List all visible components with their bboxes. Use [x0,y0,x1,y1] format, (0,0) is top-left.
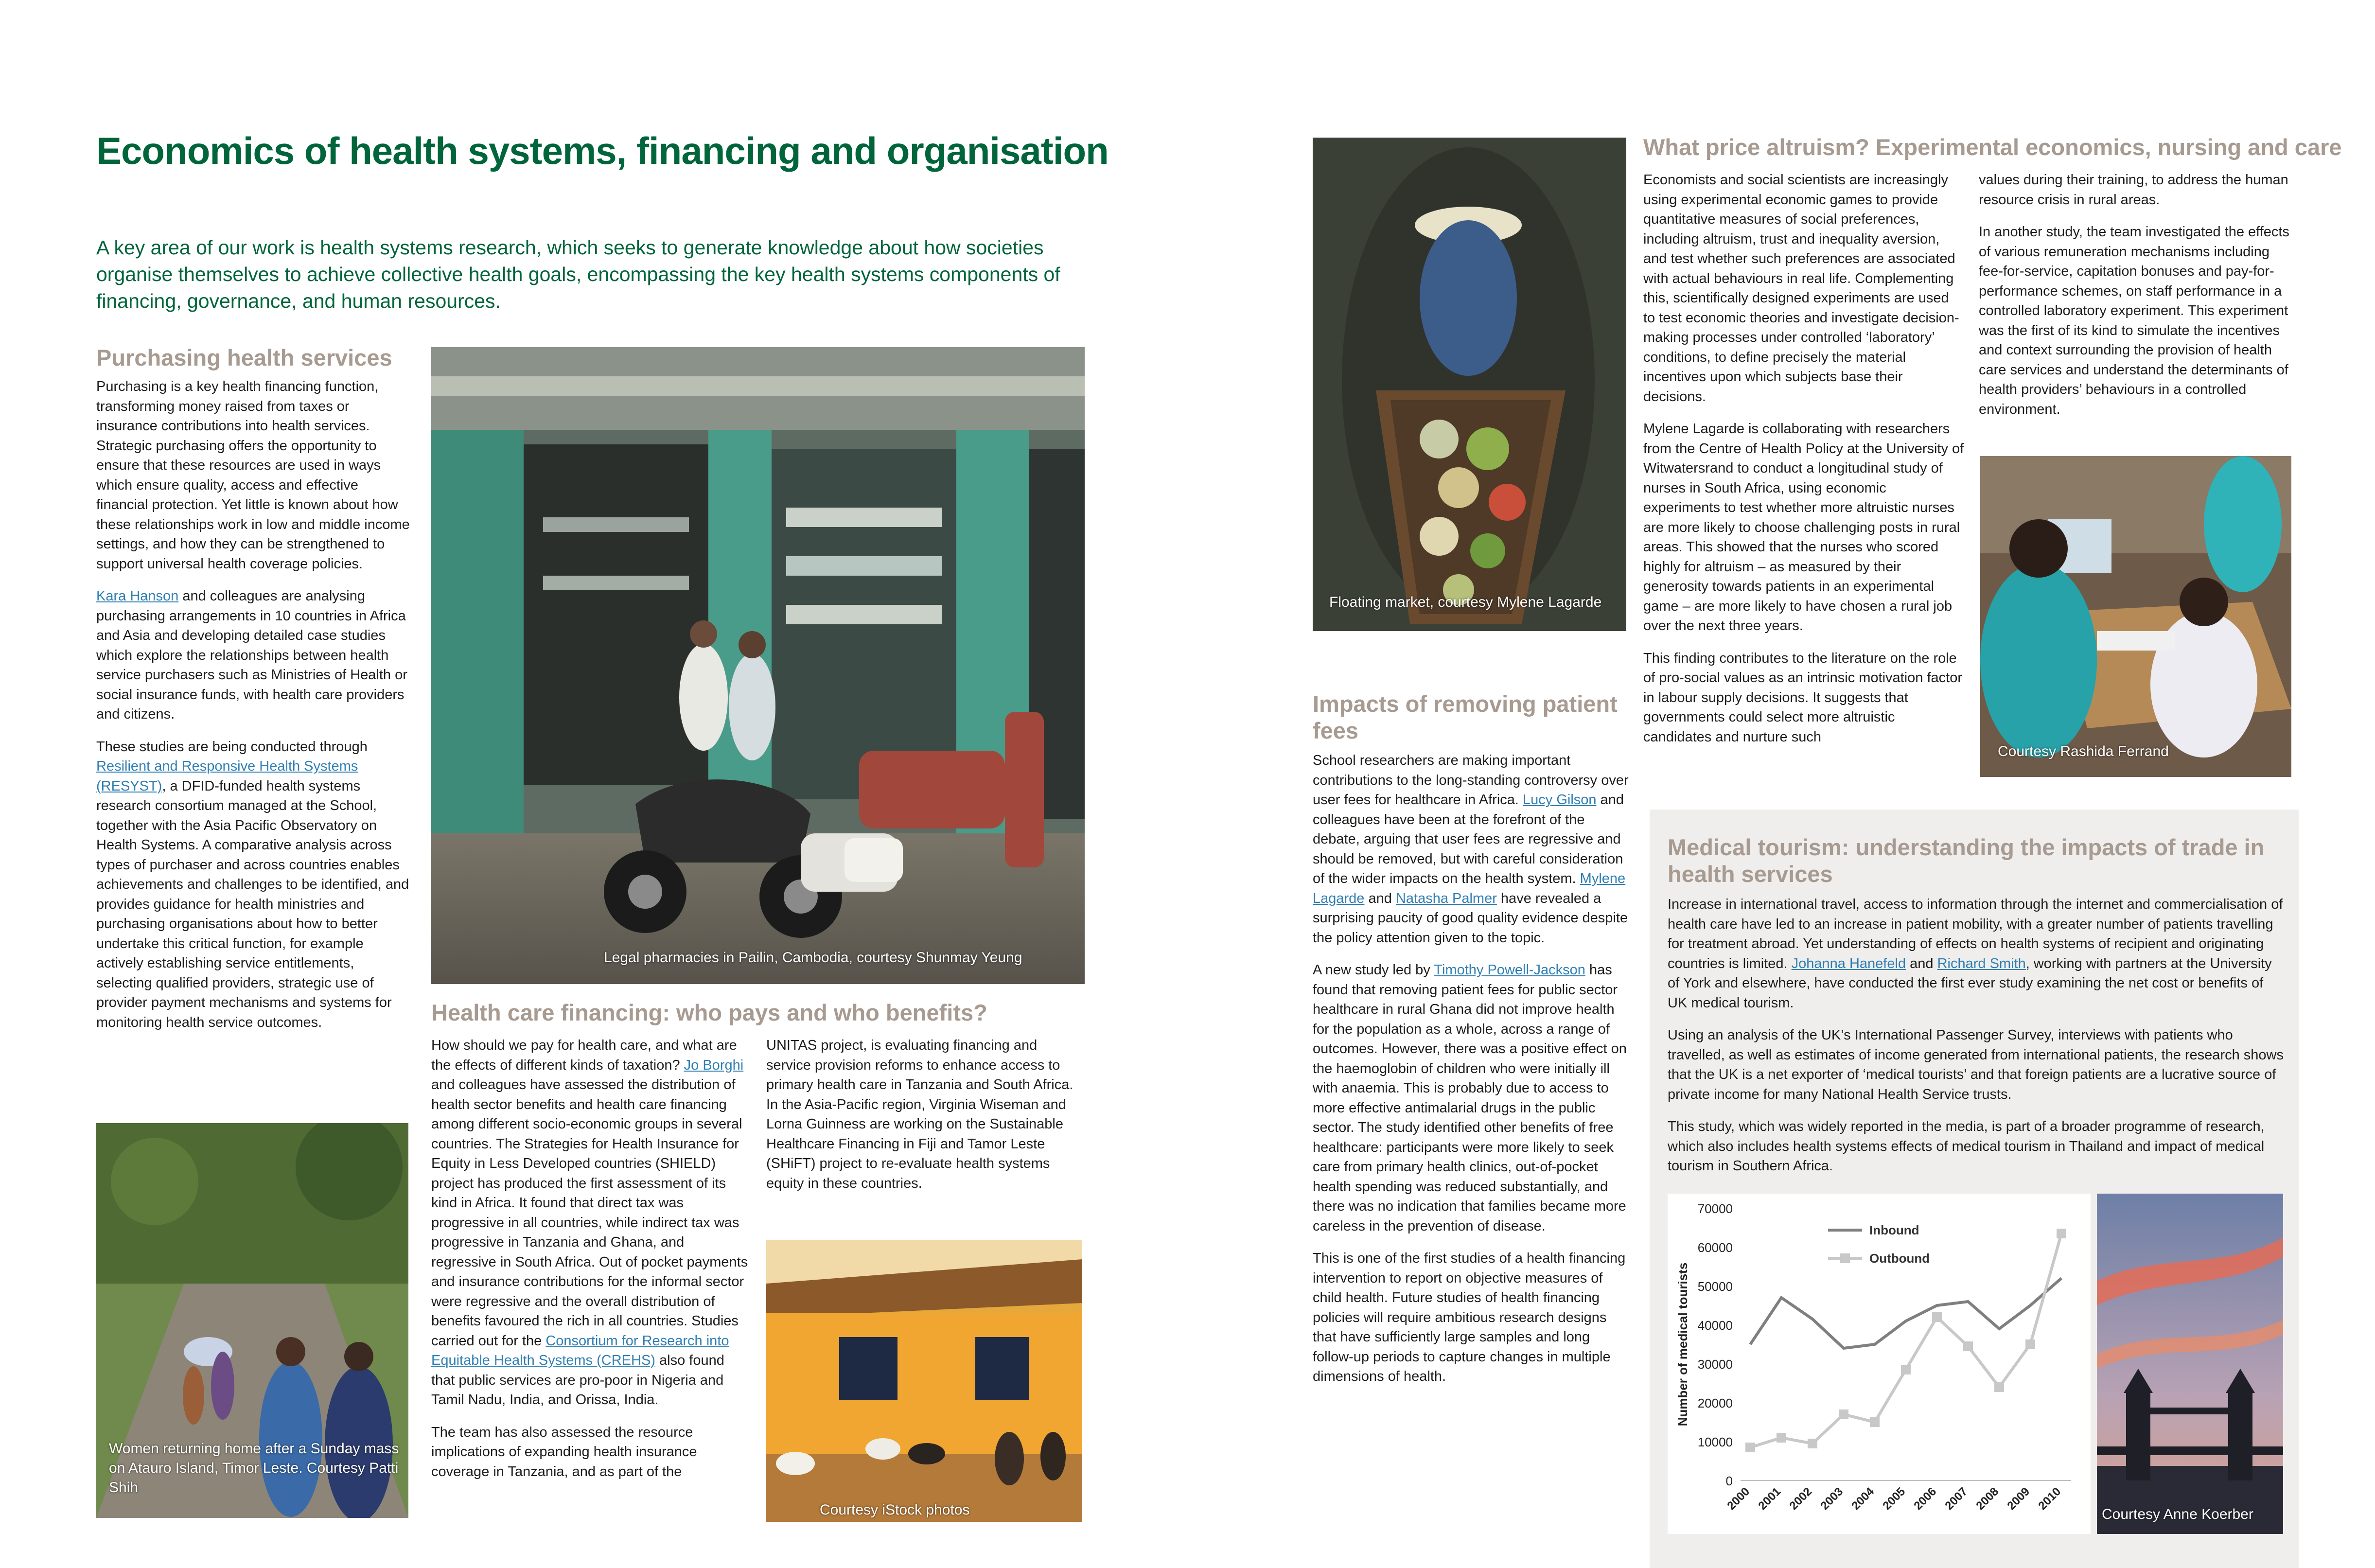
link-jo-borghi[interactable]: Jo Borghi [684,1057,744,1073]
y-tick-label: 60000 [1697,1240,1733,1255]
series-line-inbound [1750,1278,2061,1348]
legend-label: Outbound [1869,1251,1930,1266]
x-tick-label: 2005 [1880,1485,1908,1513]
caption-market: Floating market, courtesy Mylene Lagarde [1329,594,1602,610]
link-johanna-hanefeld[interactable]: Johanna Hanefeld [1791,955,1906,971]
series-line-outbound [1750,1233,2061,1447]
data-point-outbound [1808,1439,1817,1448]
y-tick-label: 50000 [1697,1279,1733,1294]
altruism-paragraph-5: In another study, the team investigated the effects of various remuneration mechanisms including fee-for-service, capitation bonuses and pay-for-performance schemes, on staff performance in a controlled laboratory experiment. This experiment was the first of its kind to simulate the incentives and context surrounding the provision of health care services and understand the determinants of health providers’ behaviours in a controlled environment. [1979,224,2289,417]
y-tick-label: 20000 [1697,1396,1733,1410]
caption-women: Women returning home after a Sunday mass on Atauro Island, Timor Leste. Courtesy Patti Shih [109,1441,399,1496]
link-natasha-palmer[interactable]: Natasha Palmer [1395,890,1497,906]
altruism-paragraph-3: This finding contributes to the literature on the role of pro-social values as an intrinsic motivation factor in labour supply decisions. It suggests that governments could select more altruistic candidates and nurture such [1643,650,1963,745]
financing-paragraph-3: UNITAS project, is evaluating financing and service provision reforms to enhance access to primary health care in Tanzania and South Africa. In the Asia-Pacific region, Virginia Wiseman and Lorna Guinness are working on the Sustainable Healthcare Financing in Fiji and Tamor Leste (SHiFT) project to re-evaluate health systems equity in these countries. [766,1038,1073,1191]
data-point-outbound [1901,1365,1911,1374]
y-tick-label: 10000 [1697,1435,1733,1449]
photo-house [766,1240,1082,1522]
pharmacy-illustration [431,347,1085,984]
fees-paragraph-3: This is one of the first studies of a health financing intervention to report on objective measures of child health. Future studies of health financing policies will require ambitious research designs that have sufficiently large samples and long follow-up periods to capture changes in multiple dimensions of health. [1313,1251,1626,1384]
data-point-outbound [2025,1339,2035,1349]
fees-paragraph-1: School researchers are making important contributions to the long-standing controversy over user fees for healthcare in Africa. Lucy Gilson and colleagues have been at the forefront of the debate, arguing that user fees are regressive and should be removed, but with careful consideration of the wider impacts on the health system. Mylene Lagarde and Natasha Palmer have revealed a surprising paucity of good quality evidence despite the policy attention given to the topic. [1313,753,1629,946]
data-point-outbound [1745,1443,1755,1452]
purchasing-body [96,377,412,1045]
link-timothy-powell-jackson[interactable]: Timothy Powell-Jackson [1434,962,1585,978]
fees-paragraph-2: A new study led by Timothy Powell-Jackson has found that removing patient fees for public sector healthcare in rural Ghana did not improve health for the population as a whole, across a range of outcomes. However, there was a positive effect on the haemoglobin of children who were initially ill with anaemia. This is probably due to access to more effective antimalarial drugs in the public sector. The study identified other benefits of free healthcare: participants were more likely to seek care from primary health clinics, out-of-pocket health spending was reduced substantially, and there was no indication that families became more careless in the prevention of disease. [1313,962,1627,1234]
altruism-paragraph-4: values during their training, to address the human resource crisis in rural areas. [1979,172,2288,208]
y-tick-label: 30000 [1697,1357,1733,1372]
house-illustration [766,1240,1082,1522]
financing-paragraph-1: How should we pay for health care, and what are the effects of different kinds of taxation? Jo Borghi and colleagues have assessed the distribution of health sector benefits and health care financing among different socio-economic groups in several countries. The Strategies for Health Insurance for Equity in Less Developed countries (SHIELD) project has produced the first assessment of its kind in Africa. It found that direct tax was progressive in all countries, while indirect tax was progressive in Tanzania and Ghana, and regressive in South Africa. Out of pocket payments and insurance contributions for the informal sector were regressive and the overall distribution of benefits favoured the rich in all countries. Studies carried out for the Consortium for Research into Equitable Health Systems (CREHS) also found that public services are pro-poor in Nigeria and Tamil Nadu, India, and Orissa, India. [431,1038,748,1408]
photo-pharmacy [431,347,1085,984]
altruism-paragraph-1: Economists and social scientists are increasingly using experimental economic games to provide quantitative measures of social preferences, including altruism, trust and inequality aversion, and test whether such preferences are associated with actual behaviours in real life. Complementing this, scientifically designed experiments are used to test economic theories and investigate decision-making processes under controlled ‘laboratory’ conditions, to define precisely the material incentives upon which subjects base their decisions. [1643,172,1959,405]
x-tick-label: 2001 [1756,1485,1784,1513]
link-resyst[interactable]: Resilient and Responsive Health Systems (RESYST) [96,758,358,794]
caption-nurses: Courtesy Rashida Ferrand [1998,743,2169,759]
purchasing-heading: Purchasing health services [96,345,392,370]
legend-marker [1840,1253,1850,1263]
chart-svg [1668,1194,2091,1534]
x-tick-label: 2003 [1818,1485,1846,1513]
link-richard-smith[interactable]: Richard Smith [1937,955,2026,971]
x-tick-label: 2008 [1973,1485,2002,1513]
fees-body [1313,751,1634,1399]
fees-heading: Impacts of removing patient fees [1313,691,1618,743]
caption-bridge: Courtesy Anne Koerber [2102,1506,2253,1522]
y-tick-label: 0 [1725,1474,1733,1488]
nurses-illustration [1980,456,2291,777]
photo-nurses [1980,456,2291,777]
data-point-outbound [1839,1409,1848,1419]
intro-text: A key area of our work is health systems research, which seeks to generate knowledge about how societies organise themselves to achieve collective health goals, encompassing the key health systems components of financing, governance, and human resources. [96,236,1060,312]
x-tick-label: 2000 [1724,1485,1753,1513]
tourism-paragraph-3: This study, which was widely reported in the media, is part of a broader programme of research, which also includes health systems effects of medical tourism in Thailand and impact of medical tourism in Southern Africa. [1668,1119,2265,1174]
financing-paragraph-2: The team has also assessed the resource implications of expanding health insurance coverage in Tanzania, and as part of the [431,1424,697,1480]
data-point-outbound [1963,1341,1973,1351]
market-illustration [1313,138,1626,631]
caption-house: Courtesy iStock photos [820,1502,970,1518]
photo-tower-bridge [2097,1194,2283,1534]
legend-label: Inbound [1869,1223,1919,1237]
x-tick-label: 2009 [2005,1485,2033,1513]
altruism-column-1 [1643,170,1964,759]
y-tick-label: 40000 [1697,1318,1733,1333]
financing-column-2 [766,1036,1082,1206]
x-tick-label: 2006 [1911,1485,1939,1513]
altruism-column-2 [1979,170,2295,432]
data-point-outbound [1994,1382,2004,1392]
link-mylene-lagarde[interactable]: Mylene Lagarde [1313,871,1626,906]
medical-tourists-chart [1668,1194,2091,1534]
data-point-outbound [1932,1312,1942,1322]
data-point-outbound [1870,1417,1880,1427]
purchasing-paragraph-2: Kara Hanson and colleagues are analysing purchasing arrangements in 10 countries in Africa and Asia and developing detailed case studies which explore the relationships between health service purchasers such as Ministries of Health or social insurance funds, with health care providers and citizens. [96,588,407,722]
altruism-heading: What price altruism? Experimental economics, nursing and care [1643,134,2342,160]
link-crehs[interactable]: Consortium for Research into Equitable Health Systems (CREHS) [431,1333,729,1368]
altruism-paragraph-2: Mylene Lagarde is collaborating with researchers from the Centre of Health Policy at the University of Witwatersrand to conduct a longitudinal study of nurses in South Africa, using economic experiments to test whether more altruistic nurses are more likely to choose challenging posts in rural areas. This showed that the nurses who scored highly for altruism – as measured by their generosity towards patients in an experimental game – are more likely to have chosen a rural job over the next three years. [1643,421,1964,634]
data-point-outbound [2057,1229,2066,1238]
y-tick-label: 70000 [1697,1201,1733,1216]
link-kara-hanson[interactable]: Kara Hanson [96,588,179,604]
x-tick-label: 2002 [1787,1485,1815,1513]
x-tick-label: 2010 [2036,1485,2064,1513]
data-point-outbound [1777,1433,1786,1443]
tourism-body [1668,895,2285,1189]
financing-column-1 [431,1036,750,1494]
tourism-paragraph-1: Increase in international travel, access to information through the internet and commercialisation of health care have led to an increase in patient mobility, with a greater number of patients travelling for treatment abroad. Yet understanding of effects on health systems of recipient and originating countries is limited. Johanna Hanefeld and Richard Smith, working with partners at the University of York and elsewhere, have conducted the first ever study examining the net cost or benefits of UK medical tourism. [1668,897,2283,1011]
link-lucy-gilson[interactable]: Lucy Gilson [1523,792,1597,808]
photo-floating-market [1313,138,1626,631]
bridge-illustration [2097,1194,2283,1534]
tourism-heading: Medical tourism: understanding the impacts of trade in health services [1668,834,2265,887]
purchasing-paragraph-3: These studies are being conducted through Resilient and Responsive Health Systems (RESYST), a DFID-funded health systems research consortium managed at the School, together with the Asia Pacific Observatory on Health Systems. A comparative analysis across types of purchaser and across countries enables achievements and challenges to be identified, and provides guidance for health ministries and purchasing organisations about how to better undertake this critical function, for example actively establishing service entitlements, selecting qualified providers, strategic use of provider payment mechanisms and systems for monitoring health service outcomes. [96,739,409,1030]
photo-women [96,1123,408,1518]
y-axis-label: Number of medical tourists [1675,1262,1690,1427]
tourism-paragraph-2: Using an analysis of the UK’s International Passenger Survey, interviews with patients who travelled, as well as estimates of income generated from international patients, the research shows that the UK is a net exporter of ‘medical tourists’ and that foreign patients are a lucrative source of private income for many National Health Service trusts. [1668,1027,2284,1102]
caption-pharmacy: Legal pharmacies in Pailin, Cambodia, courtesy Shunmay Yeung [604,950,1022,966]
x-tick-label: 2007 [1942,1485,1970,1513]
page-title: Economics of health systems, financing and organisation [96,129,1108,172]
financing-heading: Health care financing: who pays and who benefits? [431,1000,987,1025]
x-tick-label: 2004 [1849,1485,1877,1513]
purchasing-paragraph-1: Purchasing is a key health financing function, transforming money raised from taxes or insurance contributions into health services. Strategic purchasing offers the opportunity to ensure that these resources are used in ways which ensure quality, access and effective financial protection. Yet little is known about how these relationships work in low and middle income settings, and how they can be strengthened to support universal health coverage policies. [96,379,410,572]
